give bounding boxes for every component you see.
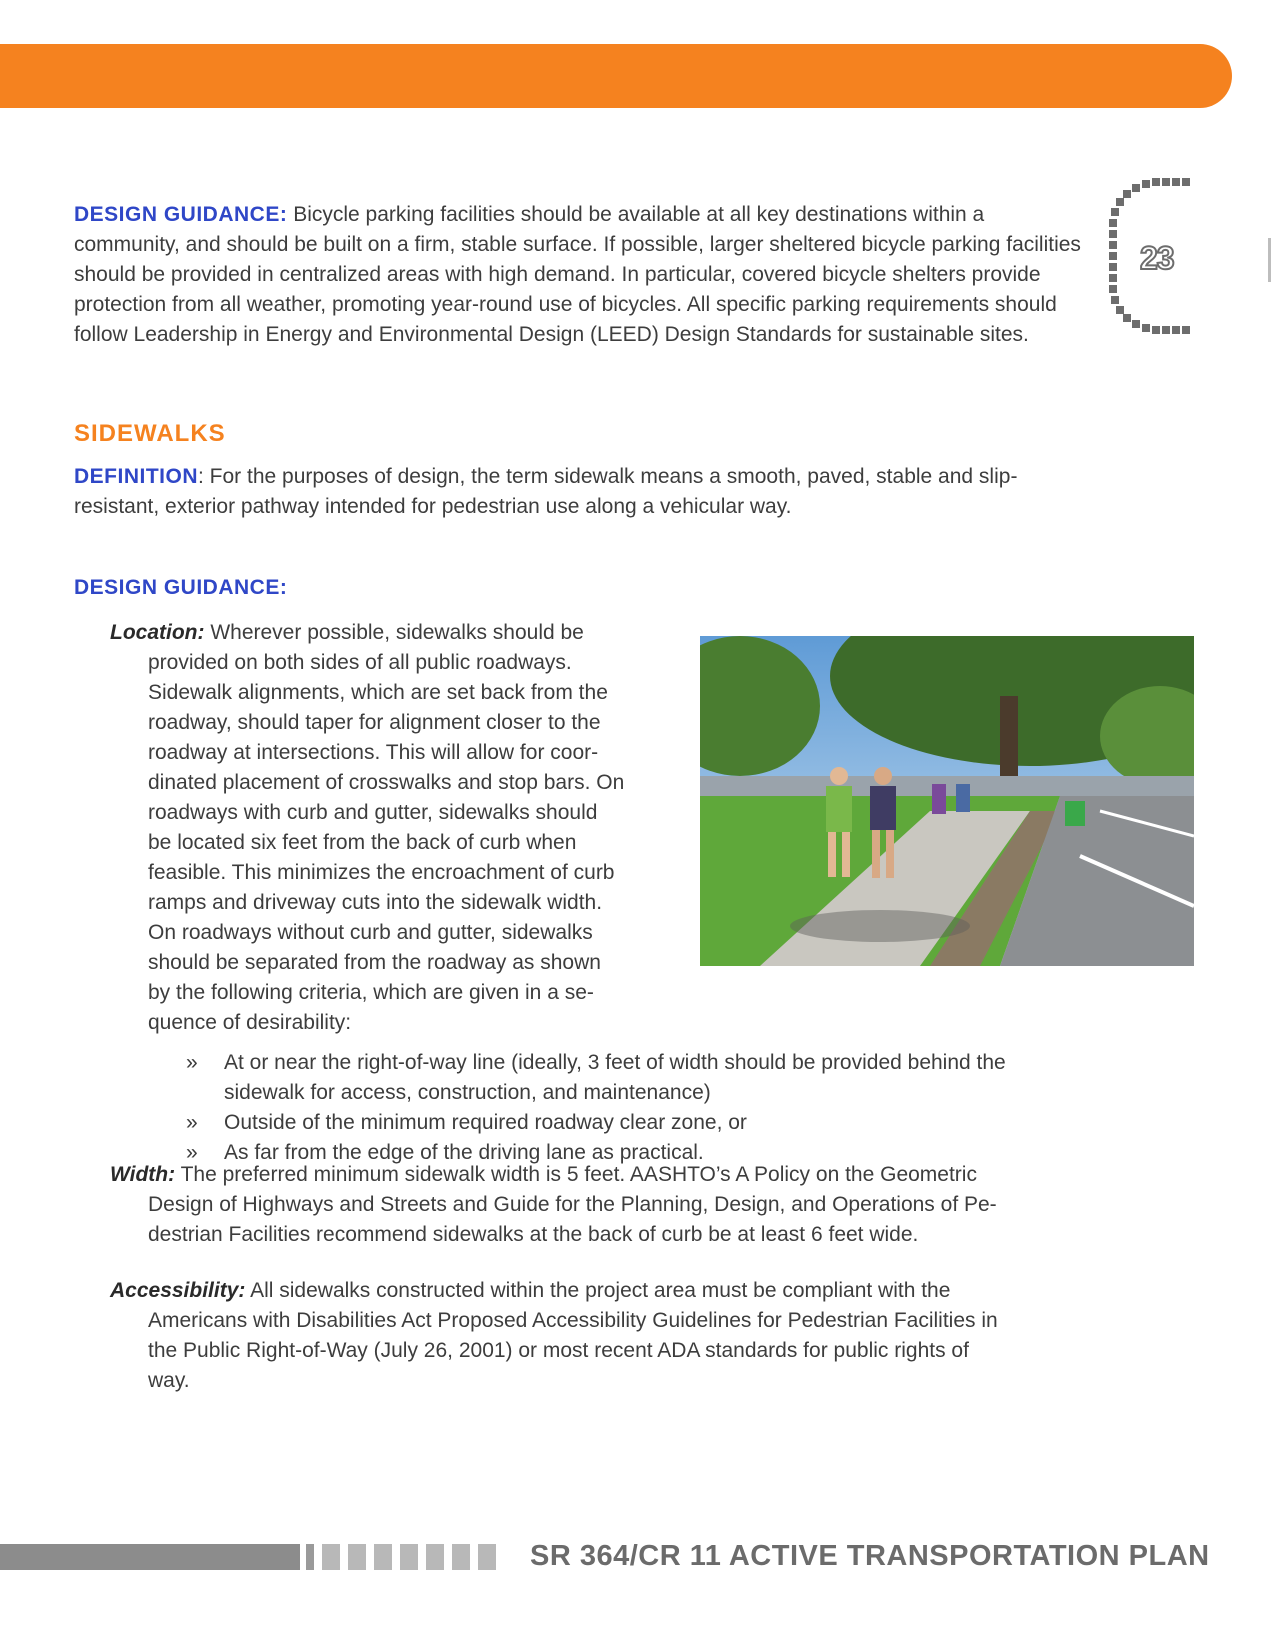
accessibility-term: Accessibility: — [110, 1279, 246, 1302]
list-item — [186, 1108, 1086, 1138]
list-item-text: As far from the edge of the driving lane as practical. — [224, 1141, 704, 1164]
width-term: Width: — [110, 1163, 176, 1186]
list-item-text: Outside of the minimum required roadway clear zone, or — [224, 1111, 747, 1134]
section-title: SIDEWALKS — [74, 420, 226, 447]
sidewalk-photo — [700, 636, 1194, 966]
bullet-marker: » — [186, 1141, 198, 1164]
design-guidance-heading: DESIGN GUIDANCE: — [74, 576, 288, 599]
location-line: Wherever possible, sidewalks should be — [204, 621, 584, 644]
bullet-marker: » — [186, 1051, 198, 1074]
location-line: roadways with curb and gutter, sidewalks should — [148, 801, 598, 824]
location-line: should be separated from the roadway as shown — [148, 951, 601, 974]
location-line: dinated placement of crosswalks and stop bars. On — [148, 771, 625, 794]
page-number: 23 — [1140, 240, 1174, 276]
accessibility-line: All sidewalks constructed within the project area must be compliant with the — [245, 1279, 951, 1302]
list-item — [186, 1048, 1086, 1108]
edge-tab-mark — [1268, 238, 1271, 282]
width-line: Design of Highways and Streets and Guide for the Planning, Design, and Operations of Pe- — [148, 1193, 997, 1216]
top-banner — [0, 44, 1232, 108]
footer-squares — [306, 1544, 496, 1570]
definition-label: DEFINITION — [74, 465, 198, 488]
accessibility-line: Americans with Disabilities Act Proposed Accessibility Guidelines for Pedestrian Facilities in — [148, 1309, 998, 1332]
accessibility-paragraph — [110, 1276, 1110, 1396]
location-line: ramps and driveway cuts into the sidewalk width. — [148, 891, 603, 914]
width-paragraph — [110, 1160, 1110, 1250]
design-guidance-label: DESIGN GUIDANCE: — [74, 203, 288, 226]
location-line: feasible. This minimizes the encroachment of curb — [148, 861, 615, 884]
location-line: quence of desirability: — [148, 1011, 352, 1034]
intro-paragraph — [74, 200, 1094, 350]
location-term: Location: — [110, 621, 205, 644]
width-line: destrian Facilities recommend sidewalks at the back of curb be at least 6 feet wide. — [148, 1223, 919, 1246]
definition-text: : For the purposes of design, the term sidewalk means a smooth, paved, stable and slip-resistant, exterior pathway intended for pedestrian use along a vehicular way. — [74, 465, 1018, 518]
location-line: Sidewalk alignments, which are set back from the — [148, 681, 608, 704]
list-item-text: At or near the right-of-way line (ideally, 3 feet of width should be provided behind the sidewalk for access, construction, and maintenance) — [224, 1051, 1006, 1104]
width-line: The preferred minimum sidewalk width is 5 feet. AASHTO’s A Policy on the Geometric — [175, 1163, 977, 1186]
location-line: by the following criteria, which are given in a se- — [148, 981, 594, 1004]
location-paragraph — [110, 618, 680, 1038]
location-line: provided on both sides of all public roadways. — [148, 651, 572, 674]
footer-bar — [0, 1544, 300, 1570]
location-line: roadway, should taper for alignment closer to the — [148, 711, 601, 734]
location-line: On roadways without curb and gutter, sidewalks — [148, 921, 593, 944]
intro-text: Bicycle parking facilities should be available at all key destinations within a community, and should be built on a firm, stable surface. If possible, larger sheltered bicycle parking facilities should be provided in centralized areas with high demand. In particular, covered bicycle shelters provide protection from all weather, promoting year-round use of bicycles. All specific parking requirements should follow Leadership in Energy and Environmental Design (LEED) Design Standards for sustainable sites. — [74, 203, 1081, 346]
location-line: be located six feet from the back of curb when — [148, 831, 577, 854]
bullet-marker: » — [186, 1111, 198, 1134]
location-line: roadway at intersections. This will allow for coor- — [148, 741, 599, 764]
footer-title: SR 364/CR 11 ACTIVE TRANSPORTATION PLAN — [530, 1540, 1210, 1572]
definition-paragraph — [74, 462, 1094, 522]
criteria-list — [186, 1048, 1086, 1168]
accessibility-line: way. — [148, 1369, 190, 1392]
accessibility-line: the Public Right-of-Way (July 26, 2001) or most recent ADA standards for public rights of — [148, 1339, 969, 1362]
